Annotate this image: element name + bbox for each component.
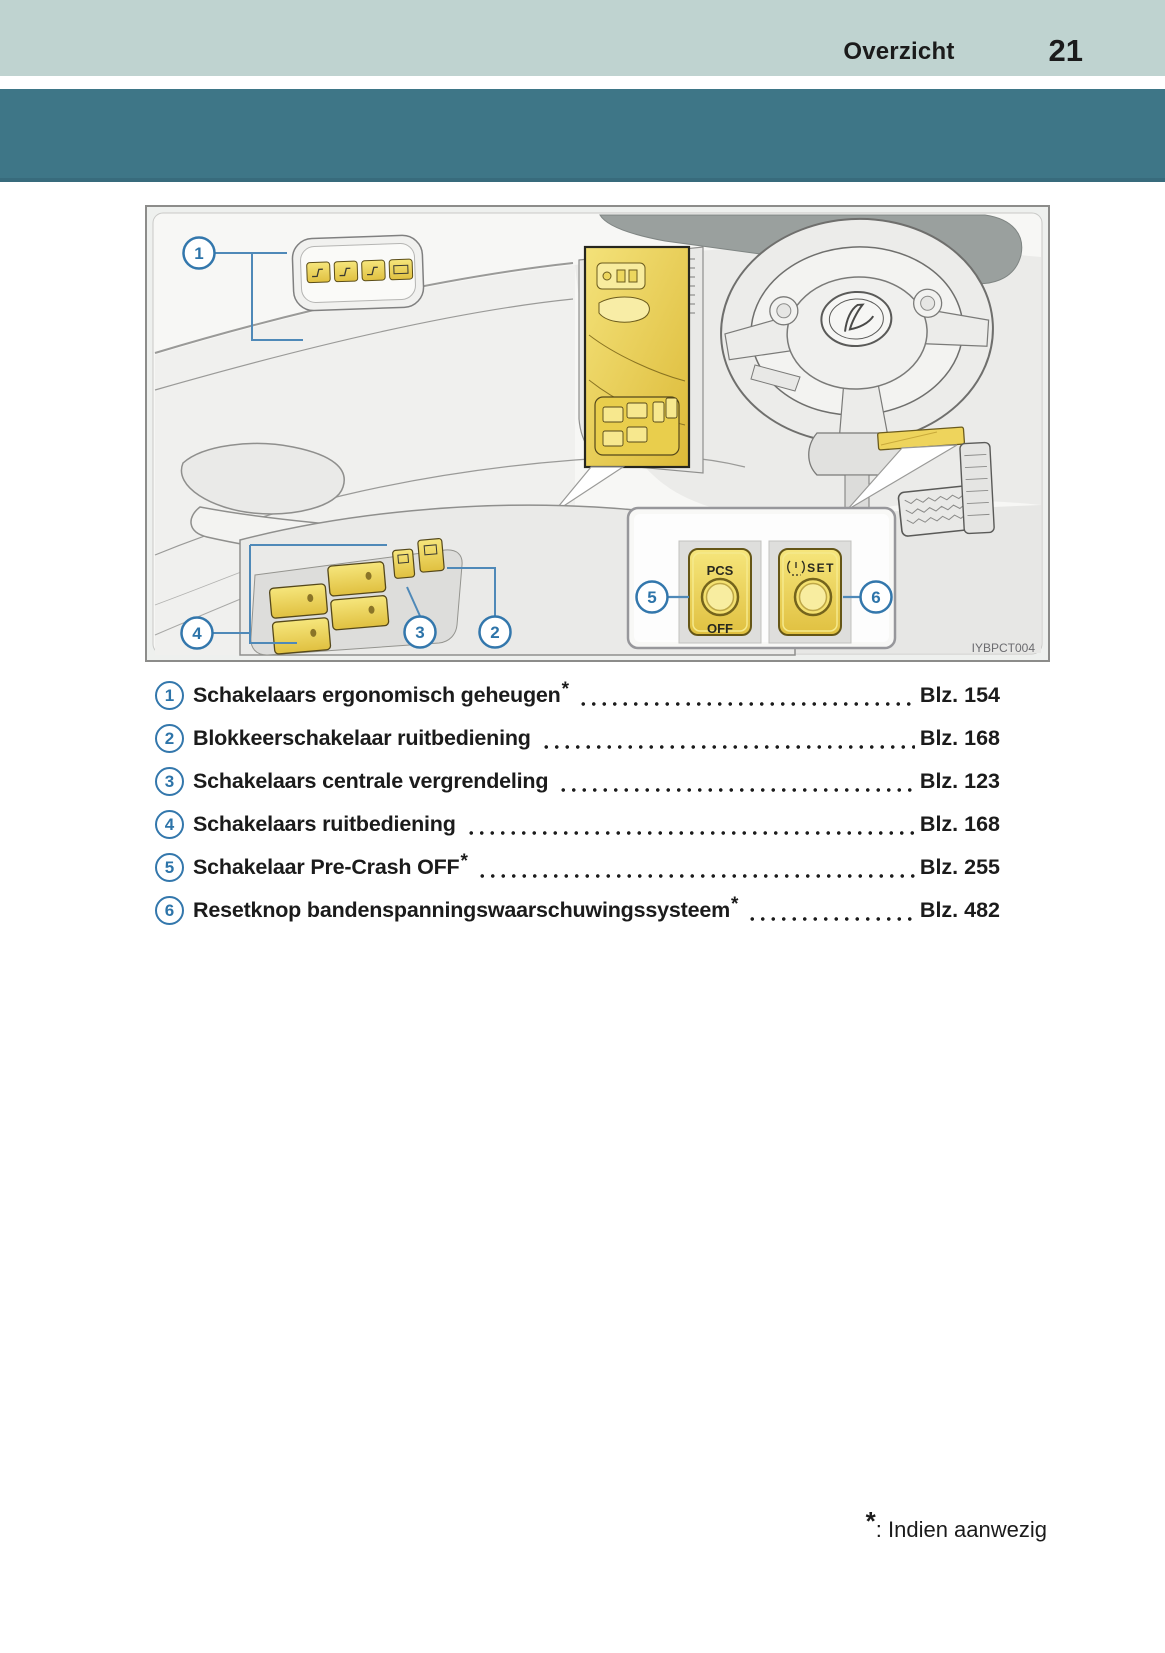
footnote xyxy=(866,1506,1047,1543)
legend-list xyxy=(155,674,1000,932)
window-lock-switch xyxy=(418,538,445,572)
dot-leader xyxy=(558,787,915,793)
pcs-off-switch xyxy=(679,541,761,643)
interior-illustration xyxy=(145,205,1050,662)
legend-badge-5: 5 xyxy=(155,853,184,882)
legend-item-4 xyxy=(155,803,1000,846)
legend-badge-4: 4 xyxy=(155,810,184,839)
legend-label-3: Schakelaars centrale vergrendeling xyxy=(193,769,549,793)
footnote-asterisk: * xyxy=(865,1506,876,1536)
seat-memory-switch-panel xyxy=(292,235,424,311)
legend-label-4: Schakelaars ruitbediening xyxy=(193,812,456,836)
page-ref-6: Blz. 482 xyxy=(919,898,1000,922)
svg-text:5: 5 xyxy=(647,587,657,607)
svg-text:1: 1 xyxy=(194,243,204,263)
legend-item-5 xyxy=(155,846,1000,889)
tpms-set-switch xyxy=(769,541,851,643)
dot-leader xyxy=(466,830,915,836)
dot-leader xyxy=(541,744,915,750)
page-ref-4: Blz. 168 xyxy=(919,812,1000,836)
switch-detail-inset xyxy=(628,508,895,648)
footnote-text: : Indien aanwezig xyxy=(875,1517,1047,1542)
page-ref-3: Blz. 123 xyxy=(919,769,1000,793)
legend-label-5: Schakelaar Pre-Crash OFF* xyxy=(193,851,468,879)
figure-code: IYBPCT004 xyxy=(971,641,1035,655)
page-ref-5: Blz. 255 xyxy=(919,855,1000,879)
svg-text:6: 6 xyxy=(871,587,881,607)
interior-overview-figure xyxy=(145,205,1050,662)
legend-item-1 xyxy=(155,674,1000,717)
asterisk: * xyxy=(561,679,569,700)
accelerator-pedal xyxy=(960,442,995,533)
legend-label-1: Schakelaars ergonomisch geheugen* xyxy=(193,679,569,707)
legend-badge-3: 3 xyxy=(155,767,184,796)
set-label: SET xyxy=(807,561,835,575)
section-title: Overzicht xyxy=(843,38,955,65)
central-locking-switch xyxy=(392,549,414,579)
svg-text:3: 3 xyxy=(415,622,425,642)
legend-label-6: Resetknop bandenspanningswaarschuwingssysteem* xyxy=(193,894,739,922)
legend-badge-2: 2 xyxy=(155,724,184,753)
asterisk: * xyxy=(731,894,739,915)
header-band xyxy=(0,0,1165,76)
legend-label-2: Blokkeerschakelaar ruitbediening xyxy=(193,726,531,750)
chapter-color-band xyxy=(0,89,1165,182)
legend-badge-6: 6 xyxy=(155,896,184,925)
legend-badge-1: 1 xyxy=(155,681,184,710)
svg-text:4: 4 xyxy=(192,623,202,643)
dot-leader xyxy=(477,873,915,879)
dot-leader xyxy=(578,701,915,707)
asterisk: * xyxy=(460,851,468,872)
pcs-label: PCS xyxy=(706,563,734,578)
page-ref-2: Blz. 168 xyxy=(919,726,1000,750)
page-ref-1: Blz. 154 xyxy=(919,683,1000,707)
off-label: OFF xyxy=(707,621,733,636)
dot-leader xyxy=(747,916,915,922)
legend-item-2 xyxy=(155,717,1000,760)
legend-item-3 xyxy=(155,760,1000,803)
page-number: 21 xyxy=(1048,33,1083,68)
legend-item-6 xyxy=(155,889,1000,932)
svg-text:2: 2 xyxy=(490,622,500,642)
